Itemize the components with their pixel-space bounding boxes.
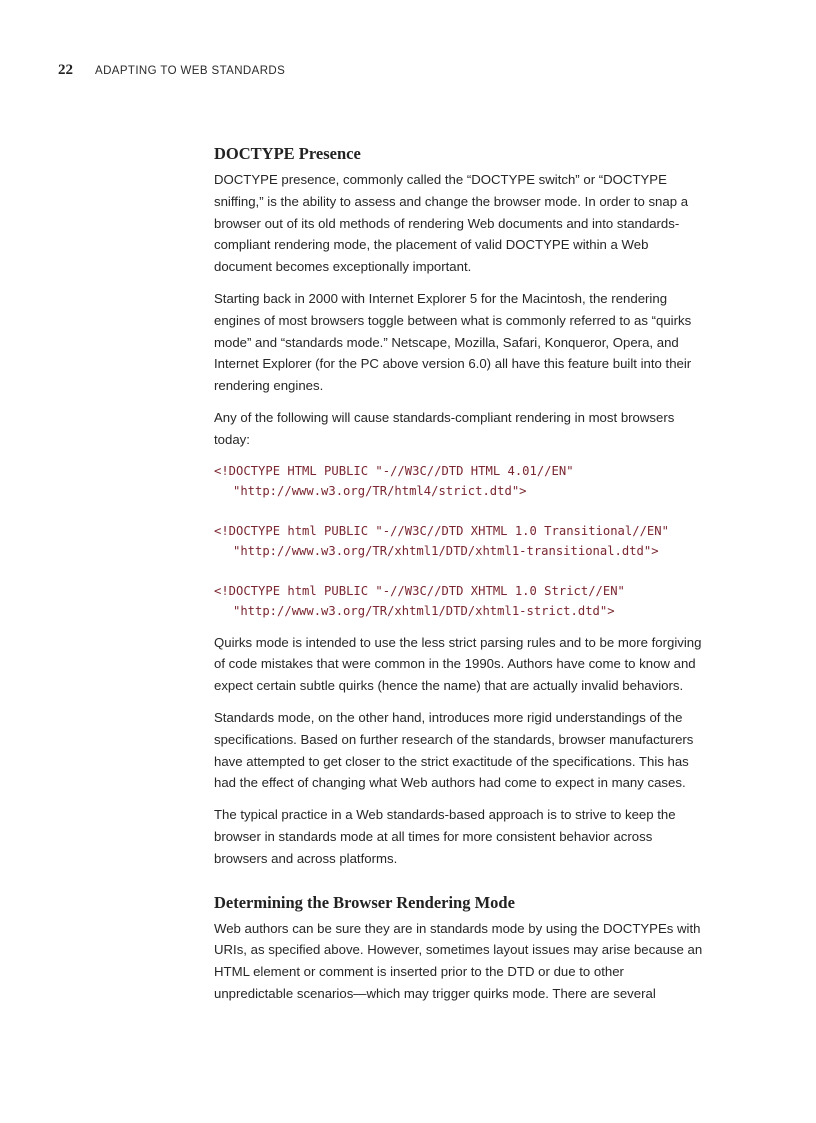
paragraph: Any of the following will cause standards-compliant rendering in most browsers today:: [214, 409, 675, 447]
running-title: ADAPTING TO WEB STANDARDS: [95, 65, 286, 77]
running-head: [58, 62, 285, 79]
paragraph: Starting back in 2000 with Internet Explorer 5 for the Macintosh, the rendering engines of most browsers toggle between what is commonly referred to as “quirks mode” and “standards mode.” Netscape, Mozilla, Safari, Konqueror, Opera, and Internet Explorer (for the PC above version 6.0) all have this feature built into their rendering engines.: [214, 290, 692, 394]
code-line: "http://www.w3.org/TR/html4/strict.dtd">: [233, 484, 527, 499]
page-number: 22: [58, 62, 73, 78]
section-heading-doctype-presence: DOCTYPE Presence: [214, 144, 361, 163]
main-content: [214, 143, 706, 1015]
code-line: <!DOCTYPE HTML PUBLIC "-//W3C//DTD HTML 4.01//EN": [214, 463, 574, 478]
paragraph: Quirks mode is intended to use the less strict parsing rules and to be more forgiving of code mistakes that were common in the 1990s. Authors have come to know and expect certain subtle quirks (hence the name) that are actually invalid behaviors.: [214, 634, 702, 694]
code-line: "http://www.w3.org/TR/xhtml1/DTD/xhtml1-transitional.dtd">: [233, 544, 659, 559]
paragraph: Web authors can be sure they are in standards mode by using the DOCTYPEs with URIs, as specified above. However, sometimes layout issues may arise because an HTML element or comment is inserted prior to the DTD or due to other unpredictable scenarios—which may trigger quirks mode. There are several: [214, 920, 703, 1001]
code-line: <!DOCTYPE html PUBLIC "-//W3C//DTD XHTML 1.0 Strict//EN": [214, 583, 625, 598]
code-block: [214, 521, 706, 562]
code-block: [214, 461, 706, 502]
section-gap: [214, 880, 706, 892]
code-line: <!DOCTYPE html PUBLIC "-//W3C//DTD XHTML 1.0 Transitional//EN": [214, 523, 669, 538]
section-heading-rendering-mode: Determining the Browser Rendering Mode: [214, 892, 515, 912]
paragraph: Standards mode, on the other hand, introduces more rigid understandings of the specifications. Based on further research of the standards, browser manufacturers have attempted to get closer to the strict exactitude of the specifications. This has had the effect of changing what Web authors had come to expect in many cases.: [214, 709, 694, 791]
paragraph: The typical practice in a Web standards-based approach is to strive to keep the browser in standards mode at all times for more consistent behavior across browsers and across platforms.: [214, 807, 676, 866]
code-block: [214, 581, 706, 622]
code-line: "http://www.w3.org/TR/xhtml1/DTD/xhtml1-strict.dtd">: [233, 604, 615, 619]
paragraph: DOCTYPE presence, commonly called the “DOCTYPE switch” or “DOCTYPE sniffing,” is the ability to assess and change the browser mode. In order to snap a browser out of its old methods of rendering Web documents and into standards-compliant rendering mode, the placement of valid DOCTYPE within a Web document becomes exceptionally important.: [214, 172, 689, 275]
